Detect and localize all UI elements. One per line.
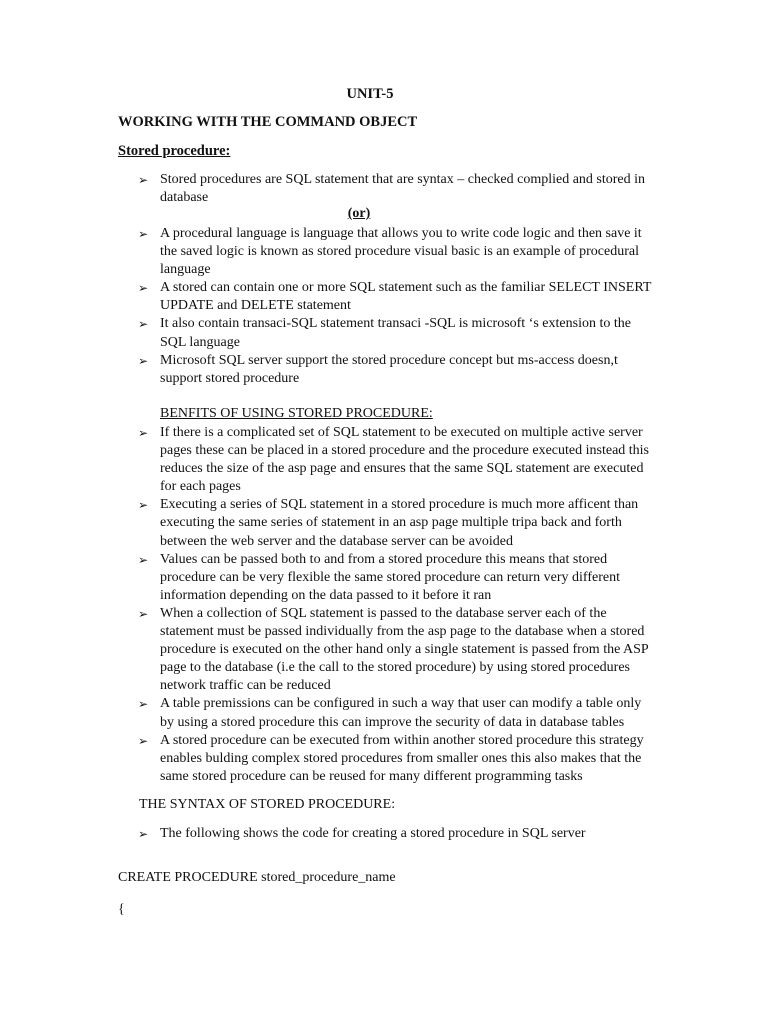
arrow-bullet-icon: ➢ <box>138 227 149 241</box>
code-line: { <box>118 902 125 917</box>
list-item <box>138 315 658 351</box>
list-item <box>138 352 658 388</box>
arrow-bullet-icon: ➢ <box>138 317 149 332</box>
list-item-text: Microsoft SQL server support the stored procedure concept but ms-access doesn,t support stored procedure <box>160 352 618 386</box>
arrow-bullet-icon: ➢ <box>138 697 149 712</box>
list-item <box>138 279 658 315</box>
list-item <box>138 605 658 695</box>
list-item <box>138 695 658 731</box>
list-item <box>138 496 658 550</box>
arrow-bullet-icon: ➢ <box>138 552 149 567</box>
list-item-text: Stored procedures are SQL statement that are syntax – checked complied and stored in database <box>160 172 646 206</box>
list-item-text: A procedural language is language that allows you to write code logic and then save it the saved logic is known as stored procedure visual basic is an example of procedural language <box>160 226 642 278</box>
syntax-list <box>138 825 658 843</box>
list-item-text: A table premissions can be configured in such a way that user can modify a table only by using a stored procedure this can improve the security of data in database tables <box>160 696 642 730</box>
list-item <box>138 551 658 605</box>
arrow-bullet-icon: ➢ <box>138 173 149 187</box>
list-item-text: Values can be passed both to and from a stored procedure this means that stored procedure can be very flexible the same stored procedure can return very different information depending on the data passed to it before it ran <box>160 551 620 603</box>
list-item <box>138 825 658 843</box>
or-separator: (or) <box>347 206 371 221</box>
syntax-title: THE SYNTAX OF STORED PROCEDURE: <box>139 797 396 812</box>
list-item-text: A stored can contain one or more SQL statement such as the familiar SELECT INSERT UPDATE and DELETE statement <box>160 280 652 314</box>
arrow-bullet-icon: ➢ <box>138 498 149 513</box>
benefits-list <box>138 424 658 786</box>
intro-list-a <box>138 171 658 207</box>
list-item <box>138 424 658 496</box>
list-item <box>138 171 658 207</box>
list-item <box>138 732 658 786</box>
list-item-text: If there is a complicated set of SQL statement to be executed on multiple active server pages these can be placed in a stored procedure and the procedure executed instead this reduces the size of the asp page and ensures that the same SQL statement are executed for each pages <box>160 425 650 495</box>
list-item-text: When a collection of SQL statement is passed to the database server each of the statement must be passed individually from the asp page to the database when a stored procedure is executed on the other hand only a single statement is passed from the ASP page to the database (i.e the call to the stored procedure) by using stored procedures network traffic can be reduced <box>160 605 649 694</box>
benefits-title: BENFITS OF USING STORED PROCEDURE: <box>160 406 433 421</box>
arrow-bullet-icon: ➢ <box>138 827 149 841</box>
arrow-bullet-icon: ➢ <box>138 281 149 296</box>
list-item <box>138 225 658 279</box>
section-subheading: Stored procedure: <box>118 143 231 159</box>
list-item-text: The following shows the code for creating a stored procedure in SQL server <box>160 826 586 841</box>
arrow-bullet-icon: ➢ <box>138 733 149 748</box>
list-item-text: Executing a series of SQL statement in a stored procedure is much more afficent than executing the same series of statement in an asp page multiple tripa back and forth between the web server and the database server can be avoided <box>160 497 639 549</box>
code-line: CREATE PROCEDURE stored_procedure_name <box>118 870 396 885</box>
arrow-bullet-icon: ➢ <box>138 426 149 440</box>
intro-list-b <box>138 225 658 388</box>
arrow-bullet-icon: ➢ <box>138 353 149 368</box>
arrow-bullet-icon: ➢ <box>138 606 149 621</box>
list-item-text: It also contain transaci-SQL statement transaci -SQL is microsoft ‘s extension to the SQL language <box>160 316 631 350</box>
page-heading: WORKING WITH THE COMMAND OBJECT <box>118 114 418 130</box>
list-item-text: A stored procedure can be executed from within another stored procedure this strategy enables bulding complex stored procedures from smaller ones this also makes that the same stored procedure can be reused for many different programming tasks <box>160 732 644 784</box>
unit-title: UNIT-5 <box>346 86 394 102</box>
